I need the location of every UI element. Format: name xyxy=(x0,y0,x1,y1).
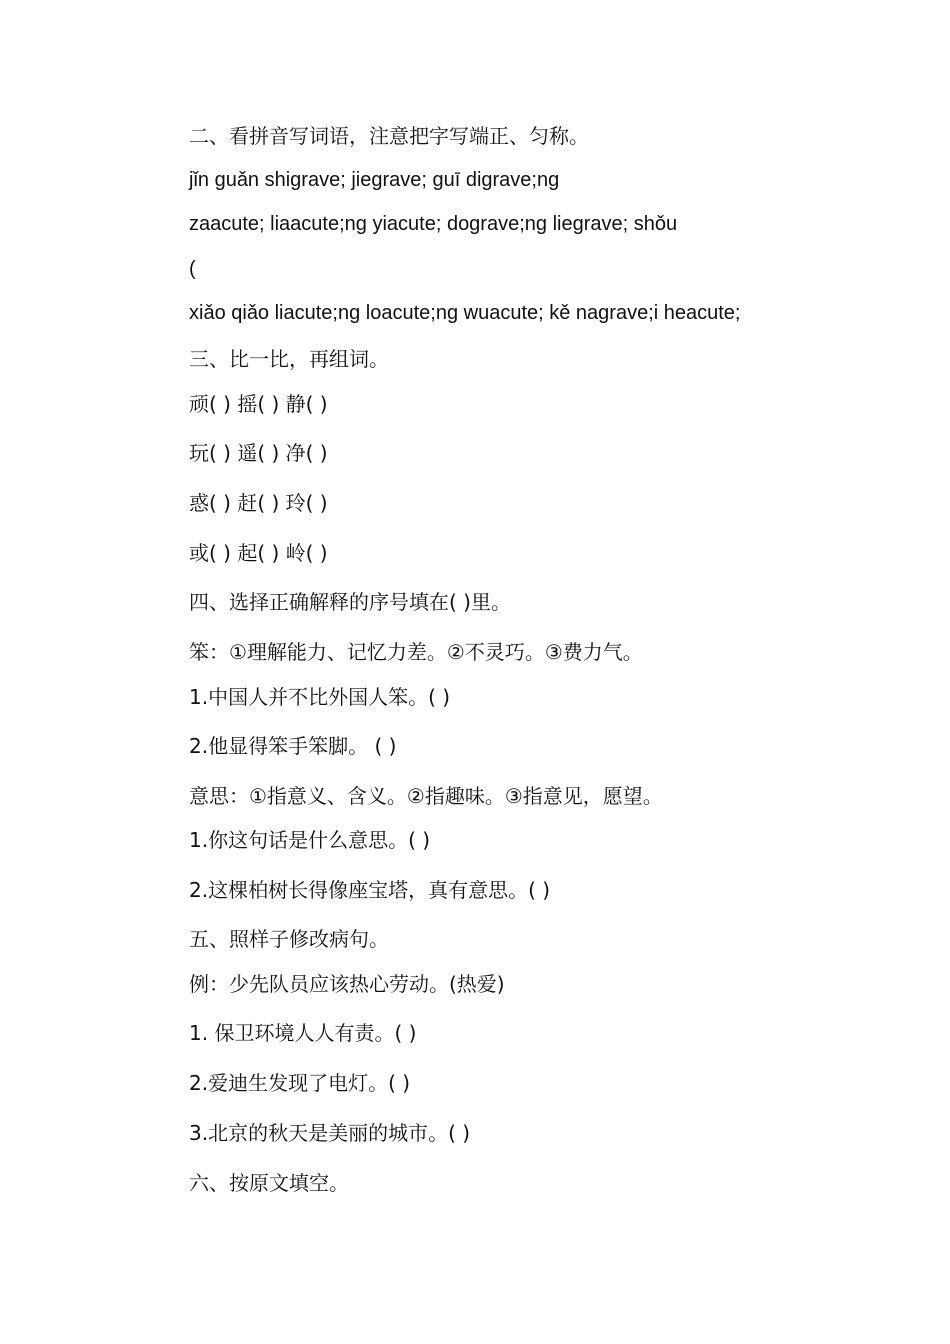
compare-row-4: 或( ) 起( ) 岭( ) xyxy=(189,541,328,565)
example-sentence: 例：少先队员应该热心劳动。(热爱) xyxy=(189,972,505,996)
section-5-heading: 五、照样子修改病句。 xyxy=(189,927,389,951)
section-6-heading: 六、按原文填空。 xyxy=(189,1171,349,1195)
fix-sentence-3: 3.北京的秋天是美丽的城市。( ) xyxy=(189,1121,471,1145)
question-ben-2: 2.他显得笨手笨脚。 ( ) xyxy=(189,734,397,758)
definition-yisi: 意思：①指意义、含义。②指趣味。③指意见，愿望。 xyxy=(189,784,663,808)
question-ben-1: 1.中国人并不比外国人笨。( ) xyxy=(189,685,451,709)
pinyin-line-3: xiǎo qiǎo liacute;ng loacute;ng wuacute; kě nagrave;i heacute; xyxy=(189,302,741,324)
question-yisi-1: 1.你这句话是什么意思。( ) xyxy=(189,828,431,852)
compare-row-1: 顽( ) 摇( ) 静( ) xyxy=(189,392,328,416)
section-2-heading: 二、看拼音写词语，注意把字写端正、匀称。 xyxy=(189,124,589,148)
fix-sentence-1: 1. 保卫环境人人有责。( ) xyxy=(189,1021,417,1045)
pinyin-line-1: jǐn guǎn shigrave; jiegrave; guī digrave;ng xyxy=(189,169,560,191)
section-3-heading: 三、比一比，再组词。 xyxy=(189,347,389,371)
compare-row-3: 惑( ) 赶( ) 玲( ) xyxy=(189,491,328,515)
question-yisi-2: 2.这棵柏树长得像座宝塔，真有意思。( ) xyxy=(189,878,551,902)
bracket-line: ( xyxy=(189,258,196,280)
section-4-heading: 四、选择正确解释的序号填在( )里。 xyxy=(189,590,511,614)
fix-sentence-2: 2.爱迪生发现了电灯。( ) xyxy=(189,1071,411,1095)
compare-row-2: 玩( ) 遥( ) 净( ) xyxy=(189,441,328,465)
definition-ben: 笨：①理解能力、记忆力差。②不灵巧。③费力气。 xyxy=(189,640,643,664)
pinyin-line-2: zaacute; liaacute;ng yiacute; dograve;ng liegrave; shǒu xyxy=(189,213,678,235)
